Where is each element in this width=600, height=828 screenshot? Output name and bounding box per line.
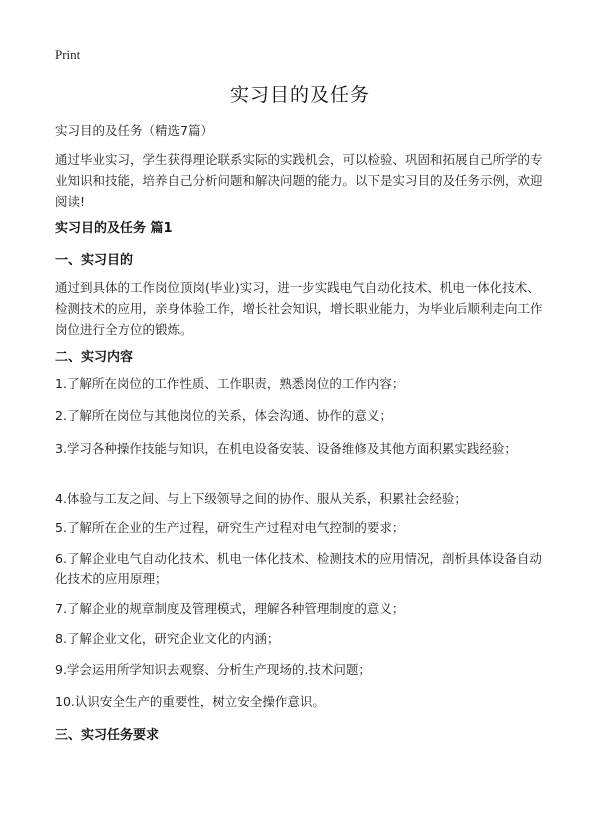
list-item: 9.学会运用所学知识去观察、分析生产现场的.技术问题；	[55, 662, 371, 677]
page-title: 实习目的及任务	[229, 84, 370, 106]
list-item: 4.体验与工友之间、与上下级领导之间的协作、服从关系，积累社会经验；	[55, 491, 467, 506]
list-item: 2.了解所在岗位与其他岗位的关系，体会沟通、协作的意义；	[55, 408, 392, 423]
purpose-paragraph: 通过到具体的工作岗位顶岗(毕业)实习，进一步实践电气自动化技术、机电一体化技术、检测技术的应用，亲身体验工作，增长社会知识，增长职业能力，为毕业后顺利走向工作岗位进行全方位的锻炼。	[55, 280, 543, 337]
list-item: 10.认识安全生产的重要性，树立安全操作意识。	[55, 694, 325, 709]
list-item: 7.了解企业的规章制度及管理模式，理解各种管理制度的意义；	[55, 601, 405, 616]
list-item: 5.了解所在企业的生产过程，研究生产过程对电气控制的要求；	[55, 520, 405, 535]
intro-paragraph: 通过毕业实习，学生获得理论联系实际的实践机会，可以检验、巩固和拓展自己所学的专业知识和技能，培养自己分析问题和解决问题的能力。以下是实习目的及任务示例，欢迎阅读!	[55, 152, 543, 209]
list-item: 3.学习各种操作技能与知识，在机电设备安装、设备维修及其他方面积累实践经验；	[55, 441, 517, 456]
section-title: 实习目的及任务 篇1	[55, 221, 173, 236]
list-item: 6.了解企业电气自动化技术、机电一体化技术、检测技术的应用情况，剖析具体设备自动化技术的应用原理；	[55, 551, 542, 586]
print-link[interactable]: Print	[55, 47, 81, 62]
heading-purpose: 一、实习目的	[55, 253, 134, 268]
list-item: 1.了解所在岗位的工作性质、工作职责，熟悉岗位的工作内容；	[55, 376, 405, 391]
heading-tasks: 三、实习任务要求	[55, 728, 160, 743]
list-item: 8.了解企业文化，研究企业文化的内涵；	[55, 631, 280, 646]
document-subtitle: 实习目的及任务（精选7篇）	[55, 123, 213, 138]
heading-content: 二、实习内容	[55, 350, 134, 365]
